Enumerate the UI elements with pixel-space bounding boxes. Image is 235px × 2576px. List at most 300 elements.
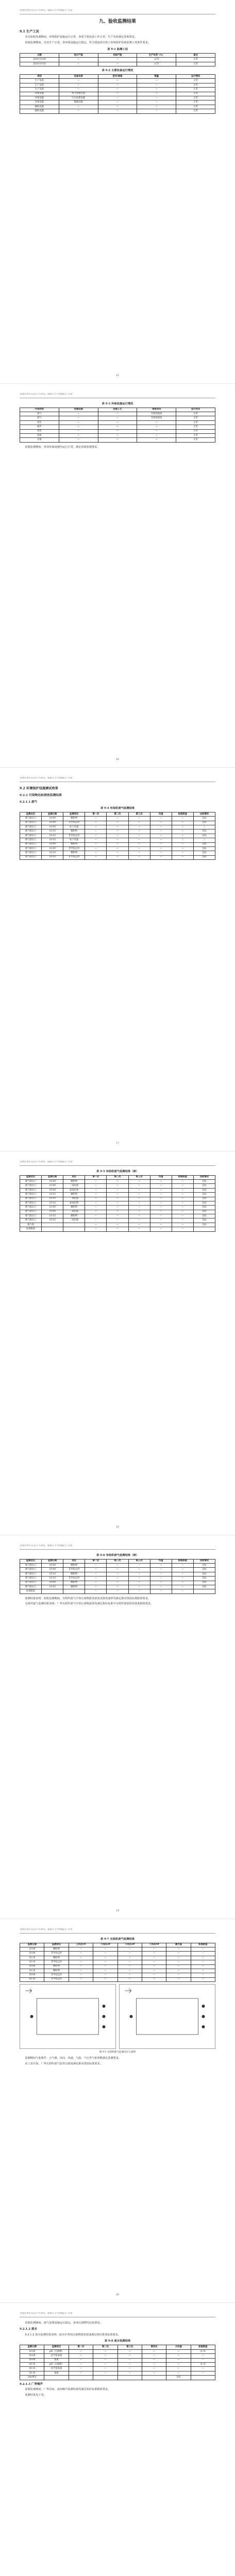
table-cell xyxy=(193,1589,215,1594)
table-cell: 10-10 xyxy=(20,1960,44,1964)
table-row xyxy=(20,1973,215,1977)
table-cell: — xyxy=(85,821,107,825)
table-cell: 排气筒出口 xyxy=(20,817,42,821)
table-cell: — xyxy=(150,1589,172,1594)
table-row xyxy=(20,412,215,416)
table-cell: 二氧化硫 xyxy=(63,1197,85,1201)
page-16 xyxy=(0,384,235,768)
table-cell: — xyxy=(150,1581,172,1585)
table-cell: — xyxy=(107,834,128,838)
table-row xyxy=(20,1956,215,1960)
table-cell: 非甲烷总烃 xyxy=(44,1952,69,1956)
table-cell: — xyxy=(107,825,128,829)
table-cell: — xyxy=(85,829,107,834)
table-cell: — xyxy=(150,1184,172,1188)
table-cell: — xyxy=(172,1589,193,1594)
table-cell: — xyxy=(191,1969,215,1973)
table-header: 排放去向 xyxy=(137,408,176,412)
table-cell: — xyxy=(107,1585,128,1589)
table-row xyxy=(20,1218,215,1223)
page-number: 19 xyxy=(116,1910,119,1913)
table-cell: — xyxy=(98,425,137,429)
table-row xyxy=(20,2362,215,2366)
table-cell: 10-09 xyxy=(42,1179,63,1183)
table-header: 标准限值 xyxy=(172,1559,193,1563)
table-cell: 达标 xyxy=(193,1214,215,1218)
table-cell: — xyxy=(172,846,193,851)
table-cell: — xyxy=(150,1197,172,1201)
table-caption: 表 9-2 主要设备运行情况 xyxy=(102,69,133,73)
table-cell: 达标 xyxy=(193,855,215,859)
table-cell: 排气筒出口 xyxy=(20,1218,42,1223)
table-cell: — xyxy=(137,92,176,96)
table-cell: 10-10 xyxy=(20,1956,44,1960)
table-row xyxy=(20,433,215,437)
page-17 xyxy=(0,768,235,1151)
table-row xyxy=(20,416,215,420)
table-cell: — xyxy=(85,1585,107,1589)
table-cell: — xyxy=(93,2349,118,2353)
table-cell: 10-09 xyxy=(42,842,63,846)
table-cell: 废气 xyxy=(20,416,59,420)
table-cell: — xyxy=(118,1952,142,1956)
table-cell: — xyxy=(172,1206,193,1210)
table-cell: 颗粒物 xyxy=(63,1585,85,1589)
table-cell: — xyxy=(137,88,176,92)
table-cell: 正常 xyxy=(176,62,215,66)
page-header: 受委托单位/信息不可辨识，据图示为“检测报告”页眉 xyxy=(20,1928,215,1934)
page-header: 受委托单位/信息不可辨识，据图示为“检测报告”页眉 xyxy=(20,777,215,782)
sample-point-marker xyxy=(103,2025,106,2028)
table-cell: 非甲烷总烃 xyxy=(63,821,85,825)
table-cell: — xyxy=(172,1201,193,1205)
table-caption: 表 9-6 有组织废气监测结果（续） xyxy=(96,1553,139,1557)
table-cell: — xyxy=(150,834,172,838)
table-cell: — xyxy=(150,846,172,851)
table-cell: 排气筒出口 xyxy=(20,846,42,851)
table-cell: — xyxy=(142,2358,166,2362)
table-cell: — xyxy=(59,420,98,425)
table-header: 监测项目 xyxy=(63,812,85,816)
table-cell: — xyxy=(172,1184,193,1188)
table-row xyxy=(20,838,215,842)
paragraph: 监测期间气象条件：天气晴，风向、风速、气温、气压等气象参数满足监测要求。 xyxy=(25,2056,122,2060)
table-row xyxy=(20,1210,215,1214)
table-header: 第二次 xyxy=(107,1559,128,1563)
table-cell xyxy=(42,1223,63,1227)
page-header: 受委托单位/信息不可辨识，据图示为“检测报告”页眉 xyxy=(20,2312,215,2317)
table-cell: 达标 xyxy=(193,1568,215,1572)
table-cell: — xyxy=(107,1197,128,1201)
table-cell: — xyxy=(69,2349,93,2353)
table-cell: — xyxy=(107,1568,128,1572)
page-header: 受委托单位/信息不可辨识，据图示为“检测报告”页眉 xyxy=(20,393,215,398)
table-cell: — xyxy=(150,1218,172,1223)
sample-point-marker xyxy=(103,2005,106,2008)
table-cell: — xyxy=(59,62,98,66)
table-cell: / xyxy=(193,825,215,829)
table-cell: — xyxy=(59,416,98,420)
table-row xyxy=(20,1589,215,1594)
table-row xyxy=(20,1201,215,1205)
table-row xyxy=(20,1977,215,1981)
paragraph: 验收监测期间，厂界昼间、夜间噪声监测结果均满足相应标准限值要求。 xyxy=(25,2387,111,2391)
table-cell: — xyxy=(142,1977,166,1981)
table-cell: 化学需氧量 xyxy=(44,2354,69,2358)
table-caption: 表 9-8 废水监测结果 xyxy=(104,2340,131,2343)
table-header: 第一次 xyxy=(69,2345,93,2349)
table-cell: 6~9 xyxy=(191,2349,215,2353)
table-cell: — xyxy=(59,425,98,429)
table-cell: — xyxy=(166,2354,191,2358)
table-cell: 10-09 xyxy=(42,821,63,825)
table-cell: 10-09 xyxy=(20,1947,44,1951)
table-cell: — xyxy=(107,1223,128,1227)
table-cell: 达标 xyxy=(193,842,215,846)
table-cell: — xyxy=(85,1589,107,1594)
table-row xyxy=(20,2367,215,2371)
table-cell: — xyxy=(93,1977,118,1981)
table-cell: — xyxy=(166,1964,191,1969)
table-cell: 二氧化硫 xyxy=(63,1218,85,1223)
chapter-title: 九、验收监测结果 xyxy=(98,19,136,24)
table-cell: — xyxy=(107,1201,128,1205)
table-header: 最大值 xyxy=(166,1943,191,1947)
table-cell: — xyxy=(107,1193,128,1197)
table-cell: — xyxy=(118,2362,142,2366)
table-caption: 表 9-4 有组织废气监测结果 xyxy=(100,806,135,810)
table-header: 日均值 xyxy=(166,2345,191,2349)
table-cell: 环保设施 xyxy=(20,96,59,100)
table-cell: — xyxy=(150,855,172,859)
table-cell: — xyxy=(107,1179,128,1183)
table-cell: 正常 xyxy=(176,438,215,442)
table-cell: — xyxy=(150,851,172,855)
table-cell: 标干风量 xyxy=(63,825,85,829)
table-cell: 二氧化硫 xyxy=(63,1210,85,1214)
table-cell: 废气 xyxy=(20,412,59,416)
table-cell: 氮氧化物 xyxy=(63,1201,85,1205)
table-cell: — xyxy=(142,1952,166,1956)
table-cell: — xyxy=(172,1197,193,1201)
table-cell: — xyxy=(107,821,128,825)
plant-boundary xyxy=(37,1998,99,2035)
table-cell: 标准限值 xyxy=(20,1227,42,1231)
table-cell: 排气筒出口 xyxy=(20,1206,42,1210)
table-header: 监测日期 xyxy=(42,1175,63,1179)
sample-point-marker xyxy=(202,2005,205,2008)
table-cell: 10-09 xyxy=(42,1210,63,1214)
table-cell: 达标 xyxy=(193,1179,215,1183)
page-18 xyxy=(0,1151,235,1535)
table-row xyxy=(20,1577,215,1581)
table-cell: — xyxy=(137,83,176,87)
table-header-row xyxy=(20,2345,215,2349)
table-cell: ≥75 xyxy=(137,62,176,66)
table-cell: — xyxy=(118,2358,142,2362)
table-cell: 10-10 xyxy=(20,1977,44,1981)
table-cell: — xyxy=(98,412,137,416)
table-cell: — xyxy=(107,1563,128,1567)
table-cell: 排气筒出口 xyxy=(20,1585,42,1589)
table-cell: — xyxy=(85,1184,107,1188)
table-cell: — xyxy=(85,1206,107,1210)
table-row xyxy=(20,1197,215,1201)
table-cell: — xyxy=(128,1218,150,1223)
table-cell: 颗粒物 xyxy=(63,1193,85,1197)
table-row xyxy=(20,438,215,442)
table-cell: — xyxy=(172,1188,193,1192)
table-cell: — xyxy=(98,433,137,437)
table-cell: — xyxy=(128,821,150,825)
table-cell: — xyxy=(191,1973,215,1977)
table-row xyxy=(20,1581,215,1585)
table-cell: — xyxy=(128,1201,150,1205)
table-header: 监测日期 xyxy=(42,1559,63,1563)
table-cell: — xyxy=(128,1581,150,1585)
table-cell: — xyxy=(59,79,98,83)
table-cell: 正常 xyxy=(176,420,215,425)
table-cell: — xyxy=(128,1223,150,1227)
table-cell: — xyxy=(69,1960,93,1964)
table-cell: — xyxy=(107,1210,128,1214)
table-cell: — xyxy=(128,1568,150,1572)
table-cell: — xyxy=(150,1210,172,1214)
table-cell: 排气筒出口 xyxy=(20,1581,42,1585)
table-cell: 达标 xyxy=(193,817,215,821)
table-cell: — xyxy=(69,1964,93,1969)
table-cell: — xyxy=(172,1572,193,1576)
table-header: 项目 xyxy=(63,1559,85,1563)
table-cell: — xyxy=(191,1977,215,1981)
table-cell: 10-09 xyxy=(20,1952,44,1956)
table-cell: — xyxy=(85,1197,107,1201)
table-cell: 其他 xyxy=(20,438,59,442)
table-cell: 正常 xyxy=(176,92,215,96)
table-cell: — xyxy=(150,1572,172,1576)
table-cell: — xyxy=(150,838,172,842)
table-cell: 排气筒出口 xyxy=(20,838,42,842)
table-cell: — xyxy=(98,62,137,66)
table-row xyxy=(20,1184,215,1188)
table-cell: 10-10 xyxy=(42,1572,63,1576)
table-cell: — xyxy=(172,1218,193,1223)
table-cell: — xyxy=(59,83,98,87)
page-number: 16 xyxy=(116,758,119,761)
sample-point-marker xyxy=(202,2015,205,2018)
table-cell: — xyxy=(142,1960,166,1964)
table-cell xyxy=(69,2376,93,2380)
table-row xyxy=(20,1206,215,1210)
table-cell: 颗粒物 xyxy=(63,1179,85,1183)
page-number: 20 xyxy=(116,2294,119,2297)
table-cell: — xyxy=(59,429,98,433)
table-cell: — xyxy=(128,1563,150,1567)
table-row xyxy=(20,1227,215,1231)
table-cell: — xyxy=(69,1977,93,1981)
table-cell: — xyxy=(107,846,128,851)
table-cell: — xyxy=(85,1193,107,1197)
table-header: 生产负荷（%） xyxy=(137,53,176,57)
table-9-3 xyxy=(20,408,215,443)
table-cell: 正常 xyxy=(176,58,215,62)
sample-point-marker xyxy=(202,2025,205,2028)
table-cell: 达标 xyxy=(193,1188,215,1192)
table-header-row xyxy=(20,1175,215,1179)
table-cell: — xyxy=(69,1973,93,1977)
table-cell: — xyxy=(118,1969,142,1973)
table-cell: — xyxy=(98,88,137,92)
table-cell: 10-10 xyxy=(20,1969,44,1973)
table-header: 第一次 xyxy=(85,1175,107,1179)
table-cell: 非甲烷总烃 xyxy=(63,1568,85,1572)
table-cell: — xyxy=(128,1197,150,1201)
table-cell: 排气筒出口 xyxy=(20,1572,42,1576)
table-cell: — xyxy=(172,817,193,821)
table-cell: — xyxy=(128,1184,150,1188)
table-cell: 非甲烷总烃 xyxy=(63,846,85,851)
table-cell: — xyxy=(150,1193,172,1197)
table-cell: — xyxy=(118,1973,142,1977)
table-row xyxy=(20,1223,215,1227)
table-cell: 颗粒物 xyxy=(63,817,85,821)
table-cell: 正常 xyxy=(176,96,215,100)
table-cell: 10-10 xyxy=(42,834,63,838)
table-cell: 10-10 xyxy=(42,1577,63,1581)
table-cell: — xyxy=(98,438,137,442)
figure-panel xyxy=(20,1984,116,2049)
table-cell: — xyxy=(166,2362,191,2366)
table-cell: 达标 xyxy=(193,1184,215,1188)
table-cell: — xyxy=(85,838,107,842)
table-cell: ≥75 xyxy=(137,58,176,62)
table-caption: 表 9-1 监测工况 xyxy=(107,48,128,51)
page-20 xyxy=(0,1919,235,2303)
subsection-title: 9.2.1.1 废气 xyxy=(20,800,37,804)
table-row xyxy=(20,834,215,838)
table-header-row xyxy=(20,53,215,57)
table-cell: — xyxy=(128,1179,150,1183)
plant-boundary xyxy=(137,1998,198,2035)
page-number: 15 xyxy=(116,375,119,378)
table-cell: 非甲烷总烃 xyxy=(44,1977,69,1981)
table-cell: / xyxy=(172,825,193,829)
table-cell: — xyxy=(93,1956,118,1960)
table-cell: 10-09 xyxy=(42,1188,63,1192)
paragraph: 监测结果见下表。 xyxy=(25,2393,46,2397)
table-cell: — xyxy=(93,1973,118,1977)
table-cell: — xyxy=(69,1947,93,1951)
table-cell: 排气筒出口 xyxy=(20,851,42,855)
table-cell: — xyxy=(93,1960,118,1964)
table-cell: — xyxy=(107,838,128,842)
table-cell: — xyxy=(137,79,176,83)
table-cell: — xyxy=(85,1572,107,1576)
table-cell: 排气筒出口 xyxy=(20,1201,42,1205)
table-cell: 10-09 xyxy=(20,2358,44,2362)
table-header-row xyxy=(20,408,215,412)
table-cell: pH（无量纲） xyxy=(44,2362,69,2366)
table-cell: — xyxy=(85,817,107,821)
table-cell: — xyxy=(150,1585,172,1589)
table-cell: 10-10 xyxy=(20,2371,44,2375)
table-header: 标准限值 xyxy=(172,812,193,816)
table-header: 第四次 xyxy=(142,2345,166,2349)
table-row xyxy=(20,821,215,825)
table-cell: 标干风量 xyxy=(63,838,85,842)
table-row xyxy=(20,105,215,109)
table-cell: — xyxy=(166,1960,191,1964)
table-header: 项目 xyxy=(63,1175,85,1179)
table-cell: — xyxy=(93,2358,118,2362)
table-cell: 排气筒出口 xyxy=(20,834,42,838)
table-cell: — xyxy=(166,1969,191,1973)
table-cell: 达标 xyxy=(193,1581,215,1585)
table-cell: — xyxy=(85,1218,107,1223)
paragraph: 验收监测期间，废气处理设施运行稳定，各项污染物均达标排放。 xyxy=(25,2321,103,2325)
table-row xyxy=(20,1568,215,1572)
table-cell: — xyxy=(128,838,150,842)
table-cell: — xyxy=(142,1969,166,1973)
table-cell: — xyxy=(172,855,193,859)
table-header: 标准限值 xyxy=(191,1943,215,1947)
table-header: 第二次 xyxy=(93,2345,118,2349)
table-cell: — xyxy=(150,842,172,846)
table-cell: — xyxy=(128,1577,150,1581)
table-cell: 生产设备 xyxy=(20,79,59,83)
table-cell: 达标 xyxy=(193,1193,215,1197)
table-header: 类别 xyxy=(20,75,59,79)
table-row xyxy=(20,1969,215,1973)
table-cell: — xyxy=(107,1589,128,1594)
table-cell: — xyxy=(93,1969,118,1973)
table-cell: 生产设备 xyxy=(20,83,59,87)
table-cell: — xyxy=(142,1956,166,1960)
table-row xyxy=(20,1214,215,1218)
table-cell: 10-10 xyxy=(42,855,63,859)
table-cell: — xyxy=(85,1223,107,1227)
page-15 xyxy=(0,0,235,384)
table-header: 达标情况 xyxy=(193,1175,215,1179)
table-cell: — xyxy=(107,1184,128,1188)
table-cell: — xyxy=(128,1589,150,1594)
table-row xyxy=(20,83,215,87)
table-cell: — xyxy=(150,829,172,834)
table-cell: — xyxy=(128,851,150,855)
table-cell: — xyxy=(150,821,172,825)
table-cell: — xyxy=(69,2358,93,2362)
table-header: 均值 xyxy=(150,1559,172,1563)
table-cell: — xyxy=(172,1563,193,1567)
table-row xyxy=(20,855,215,859)
table-cell: — xyxy=(137,425,176,429)
table-header: 第一次 xyxy=(85,812,107,816)
table-cell: — xyxy=(142,1964,166,1969)
table-header: 均值 xyxy=(150,1175,172,1179)
table-cell xyxy=(63,1223,85,1227)
table-cell: — xyxy=(85,855,107,859)
table-cell: — xyxy=(69,2371,93,2375)
table-header: 达标情况 xyxy=(193,1559,215,1563)
table-cell: — xyxy=(59,438,98,442)
table-cell: — xyxy=(85,851,107,855)
table-cell: — xyxy=(85,1568,107,1572)
table-row xyxy=(20,109,215,113)
table-cell: — xyxy=(93,1947,118,1951)
table-header: 第三次 xyxy=(128,1559,150,1563)
paragraph: 无组织废气监测结果表明：厂界无组织废气中各污染物浓度均满足相应标准中无组织排放监控浓度限值要求。 xyxy=(25,1602,154,1606)
table-cell: 颗粒物 xyxy=(63,1572,85,1576)
